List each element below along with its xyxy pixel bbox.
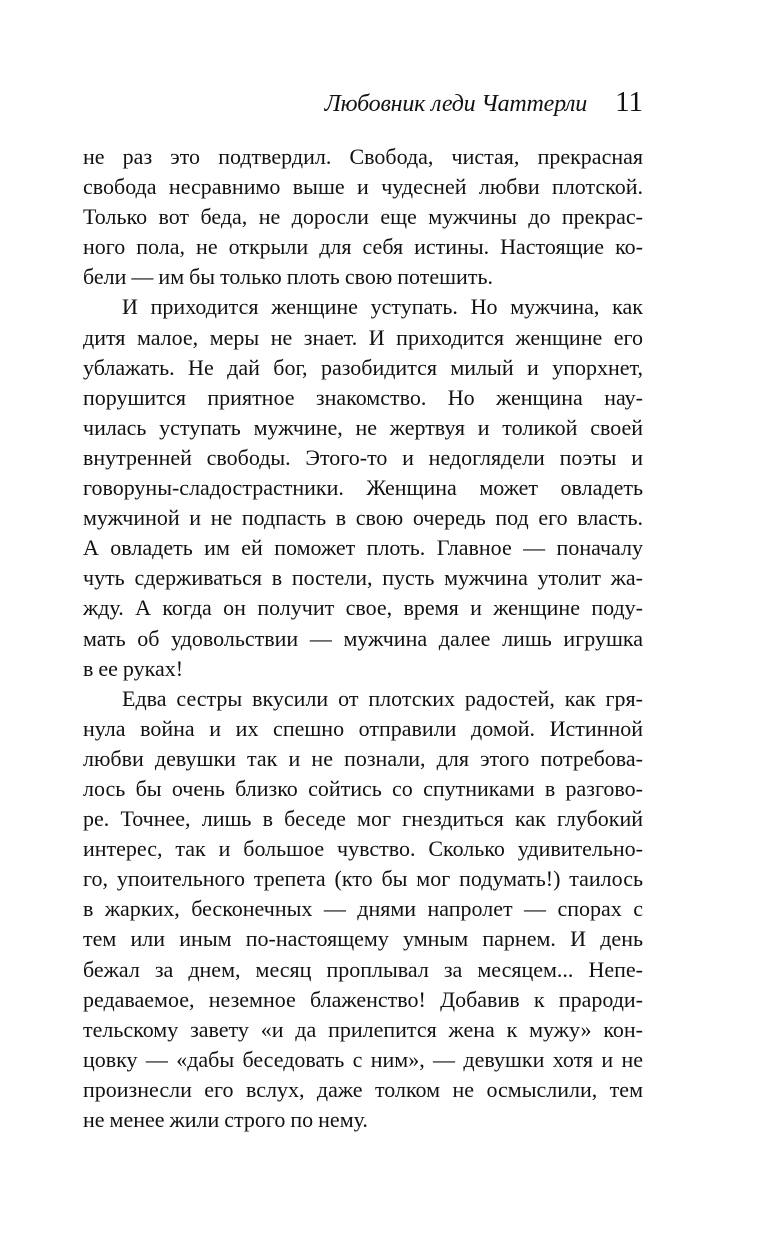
text-line: любви девушки так и не познали, для этого потребова-: [83, 745, 643, 771]
running-title: Любовник леди Чаттерли: [324, 91, 588, 117]
text-line: произнесли его вслух, даже толком не осмыслили, тем: [83, 1076, 643, 1102]
text-line: свобода несравнимо выше и чудесней любви плотской.: [83, 174, 643, 200]
text-line: цовку — «дабы беседовать с ним», — девушки хотя и не: [83, 1046, 643, 1072]
text-line: ного пола, не открыли для себя истины. Настоящие ко-: [83, 234, 643, 260]
text-line: не менее жили строго по нему.: [83, 1107, 368, 1132]
text-line: жду. А когда он получит свое, время и женщине поду-: [83, 595, 643, 621]
text-line: чуть сдерживаться в постели, пусть мужчина утолит жа-: [83, 565, 643, 591]
text-line: Только вот беда, не доросли еще мужчины до прекрас-: [83, 204, 643, 230]
text-line: И приходится женщине уступать. Но мужчина, как: [122, 294, 643, 320]
text-line: не раз это подтвердил. Свобода, чистая, прекрасная: [83, 144, 643, 169]
text-line: бежал за днем, месяц проплывал за месяцем... Непе-: [83, 956, 643, 982]
text-line: А овладеть им ей поможет плоть. Главное — поначалу: [83, 535, 643, 561]
running-head: [83, 86, 643, 126]
text-line: нула война и их спешно отправили домой. Истинной: [83, 715, 643, 741]
text-line: порушится приятное знакомство. Но женщина нау-: [83, 384, 643, 410]
text-line: ублажать. Не дай бог, разобидится милый и упорхнет,: [83, 354, 643, 380]
text-line: дитя малое, меры не знает. И приходится женщине его: [83, 324, 643, 350]
paragraph-3: [83, 684, 643, 1135]
text-line: Едва сестры вкусили от плотских радостей, как гря-: [122, 685, 643, 711]
text-line: редаваемое, неземное блаженство! Добавив к прароди-: [83, 986, 643, 1012]
text-line: мать об удовольствии — мужчина далее лишь игрушка: [83, 625, 643, 651]
text-line: го, упоительного трепета (кто бы мог подумать!) таилось: [83, 866, 643, 892]
text-line: в ее руках!: [83, 655, 184, 681]
page-number: 11: [615, 86, 643, 118]
paragraph-1: [83, 142, 643, 292]
text-line: бели — им бы только плоть свою потешить.: [83, 264, 493, 290]
text-line: внутренней свободы. Этого-то и недоглядели поэты и: [83, 444, 643, 470]
text-line: тельскому завету «и да прилепится жена к мужу» кон-: [83, 1016, 643, 1042]
text-line: лось бы очень близко сойтись со спутниками в разгово-: [83, 775, 643, 801]
text-line: интерес, так и большое чувство. Сколько удивительно-: [83, 836, 643, 862]
paragraph-2: [83, 292, 643, 683]
text-line: тем или иным по-настоящему умным парнем. И день: [83, 926, 643, 952]
text-line: мужчиной и не подпасть в свою очередь под его власть.: [83, 505, 643, 531]
text-line: говоруны-сладострастники. Женщина может овладеть: [83, 475, 643, 501]
text-line: чилась уступать мужчине, не жертвуя и толикой своей: [83, 414, 643, 440]
text-line: в жарких, бесконечных — днями напролет — спорах с: [83, 896, 643, 922]
text-line: ре. Точнее, лишь в беседе мог гнездиться как глубокий: [83, 806, 643, 832]
body-text: [83, 142, 643, 1135]
